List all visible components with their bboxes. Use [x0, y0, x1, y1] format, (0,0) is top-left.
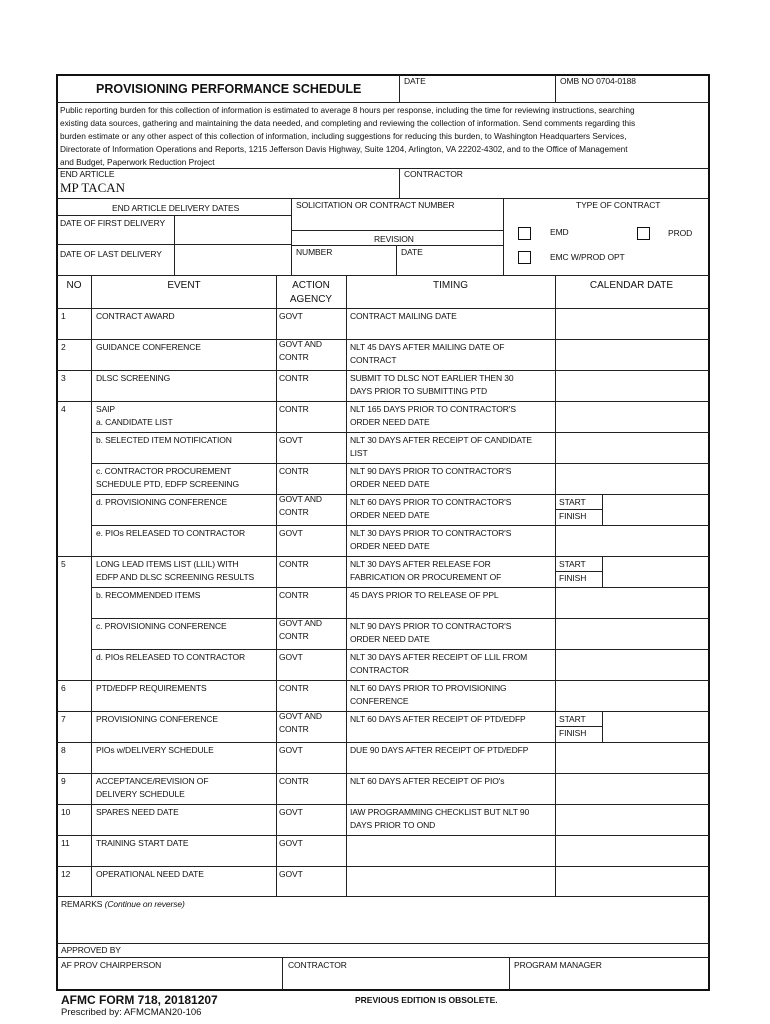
- prescribed-by: Prescribed by: AFMCMAN20-106: [61, 1007, 202, 1018]
- timing-text: CONFERENCE: [350, 696, 409, 706]
- timing-text: ORDER NEED DATE: [350, 417, 430, 427]
- action-agency-text: GOVT: [279, 807, 303, 817]
- omb-number: OMB NO 0704-0188: [560, 76, 636, 86]
- start-date-field[interactable]: [603, 495, 707, 509]
- calendar-date-field[interactable]: [556, 681, 707, 711]
- revision-number-label: NUMBER: [296, 247, 333, 257]
- approval-contractor-label: CONTRACTOR: [288, 960, 347, 970]
- remarks-field[interactable]: [58, 912, 707, 942]
- action-agency-text: GOVT: [279, 652, 303, 662]
- event-text: b. SELECTED ITEM NOTIFICATION: [96, 435, 232, 445]
- solicitation-label: SOLICITATION OR CONTRACT NUMBER: [296, 200, 455, 210]
- calendar-date-field[interactable]: [556, 371, 707, 401]
- form-border-right: [708, 74, 710, 991]
- emd-label: EMD: [550, 227, 569, 237]
- calendar-date-field[interactable]: [556, 774, 707, 804]
- contractor-label: CONTRACTOR: [404, 169, 463, 179]
- col-timing-header: TIMING: [433, 280, 468, 291]
- prod-label: PROD: [668, 228, 693, 238]
- divider: [57, 957, 709, 958]
- delivery-dates-heading: END ARTICLE DELIVERY DATES: [112, 203, 240, 213]
- divider: [57, 102, 709, 103]
- event-text: ACCEPTANCE/REVISION OF: [96, 776, 209, 786]
- last-delivery-label: DATE OF LAST DELIVERY: [60, 249, 162, 259]
- burden-line: and Budget, Paperwork Reduction Project: [60, 156, 215, 167]
- row-number: 11: [61, 838, 70, 848]
- action-agency-text: GOVT: [279, 869, 303, 879]
- divider: [57, 896, 709, 897]
- timing-text: IAW PROGRAMMING CHECKLIST BUT NLT 90: [350, 807, 530, 817]
- timing-text: DUE 90 DAYS AFTER RECEIPT OF PTD/EDFP: [350, 745, 529, 755]
- timing-text: ORDER NEED DATE: [350, 479, 430, 489]
- start-label: START: [559, 497, 586, 507]
- finish-label: FINISH: [559, 573, 587, 583]
- calendar-date-field[interactable]: [556, 650, 707, 680]
- chairperson-signature-field[interactable]: [58, 972, 281, 988]
- row-number: 4: [61, 404, 66, 414]
- event-text: e. PIOs RELEASED TO CONTRACTOR: [96, 528, 246, 538]
- timing-text: ORDER NEED DATE: [350, 541, 430, 551]
- event-text: CONTRACT AWARD: [96, 311, 175, 321]
- form-border-left: [56, 74, 58, 991]
- event-text: b. RECOMMENDED ITEMS: [96, 590, 201, 600]
- timing-text: DAYS PRIOR TO SUBMITTING PTD: [350, 386, 487, 396]
- action-agency-text: CONTR: [279, 404, 309, 414]
- divider: [57, 943, 709, 944]
- form-number: AFMC FORM 718, 20181207: [61, 993, 218, 1007]
- event-text: EDFP AND DLSC SCREENING RESULTS: [96, 572, 255, 582]
- row-number: 10: [61, 807, 71, 817]
- solicitation-field[interactable]: [292, 212, 503, 230]
- action-agency-text: GOVT AND: [279, 339, 322, 349]
- event-text: d. PROVISIONING CONFERENCE: [96, 497, 228, 507]
- start-label: START: [559, 714, 586, 724]
- start-date-field[interactable]: [603, 712, 707, 726]
- timing-text: NLT 45 DAYS AFTER MAILING DATE OF: [350, 342, 505, 352]
- timing-text: NLT 30 DAYS AFTER RECEIPT OF CANDIDATE: [350, 435, 532, 445]
- col-no-header: NO: [66, 280, 82, 291]
- emd-checkbox[interactable]: [518, 227, 531, 240]
- action-agency-text: CONTR: [279, 776, 309, 786]
- event-text: DELIVERY SCHEDULE: [96, 789, 185, 799]
- end-article-value[interactable]: MP TACAN: [60, 180, 126, 195]
- row-number: 6: [61, 683, 66, 693]
- burden-line: Public reporting burden for this collection of information is estimated to average 8 hours per response, including the time for reviewing instructions, searching: [60, 105, 635, 115]
- timing-text: NLT 165 DAYS PRIOR TO CONTRACTOR'S: [350, 404, 516, 414]
- event-text: TRAINING START DATE: [96, 838, 189, 848]
- calendar-date-field[interactable]: [556, 619, 707, 649]
- revision-date-label: DATE: [401, 247, 423, 257]
- timing-text: NLT 60 DAYS AFTER RECEIPT OF PTD/EDFP: [350, 714, 526, 724]
- action-agency-text: GOVT: [279, 435, 303, 445]
- action-agency-text: CONTR: [279, 373, 309, 383]
- divider: [292, 230, 504, 231]
- row-number: 5: [61, 559, 66, 569]
- timing-text: ORDER NEED DATE: [350, 634, 430, 644]
- timing-text: NLT 30 DAYS PRIOR TO CONTRACTOR'S: [350, 528, 512, 538]
- action-agency-text: CONTR: [279, 590, 309, 600]
- event-text: SAIP: [96, 404, 115, 414]
- burden-statement: [60, 104, 720, 169]
- timing-text: 45 DAYS PRIOR TO RELEASE OF PPL: [350, 590, 499, 600]
- header-date-field[interactable]: [400, 88, 554, 101]
- event-text: SCHEDULE PTD, EDFP SCREENING: [96, 479, 239, 489]
- event-text: SPARES NEED DATE: [96, 807, 179, 817]
- burden-line: Directorate of Information Operations and Reports, 1215 Jefferson Davis Highway, Suite 1204, Arlington, VA 22202-4302, and to the Office of Management: [60, 143, 628, 154]
- event-text: PTD/EDFP REQUIREMENTS: [96, 683, 207, 693]
- row-number: 8: [61, 745, 66, 755]
- action-agency-text: GOVT: [279, 745, 303, 755]
- af-prov-chairperson-label: AF PROV CHAIRPERSON: [61, 960, 162, 970]
- timing-text: NLT 60 DAYS PRIOR TO PROVISIONING: [350, 683, 507, 693]
- approved-by-label: APPROVED BY: [61, 945, 121, 955]
- date-label: DATE: [404, 76, 426, 86]
- timing-text: DAYS PRIOR TO OND: [350, 820, 436, 830]
- col-calendar-header: CALENDAR DATE: [589, 280, 674, 291]
- row-number: 9: [61, 776, 66, 786]
- action-agency-text: CONTR: [279, 683, 309, 693]
- timing-text: ORDER NEED DATE: [350, 510, 430, 520]
- calendar-date-field[interactable]: [556, 464, 707, 494]
- col-action-header: ACTION: [292, 280, 330, 291]
- program-manager-label: PROGRAM MANAGER: [514, 960, 602, 970]
- action-agency-text: CONTR: [279, 559, 309, 569]
- calendar-date-field[interactable]: [556, 433, 707, 463]
- divider: [503, 198, 504, 275]
- calendar-date-field[interactable]: [556, 588, 707, 618]
- event-text: PROVISIONING CONFERENCE: [96, 714, 218, 724]
- contract-type-label: TYPE OF CONTRACT: [576, 200, 661, 210]
- action-agency-text: GOVT AND: [279, 711, 322, 721]
- action-agency-text: CONTR: [279, 352, 309, 362]
- column-divider: [91, 275, 92, 896]
- calendar-date-field[interactable]: [556, 743, 707, 773]
- row-number: 2: [61, 342, 66, 352]
- calendar-date-field[interactable]: [556, 867, 707, 896]
- timing-text: NLT 90 DAYS PRIOR TO CONTRACTOR'S: [350, 466, 512, 476]
- event-text: c. PROVISIONING CONFERENCE: [96, 621, 227, 631]
- row-number: 1: [61, 311, 66, 321]
- timing-text: NLT 90 DAYS PRIOR TO CONTRACTOR'S: [350, 621, 512, 631]
- form-border-bottom: [56, 989, 710, 991]
- first-delivery-field[interactable]: [175, 216, 291, 244]
- prod-checkbox[interactable]: [637, 227, 650, 240]
- timing-text: CONTRACT MAILING DATE: [350, 311, 457, 321]
- timing-text: CONTRACTOR: [350, 665, 409, 675]
- timing-text: NLT 30 DAYS AFTER RECEIPT OF LLIL FROM: [350, 652, 528, 662]
- action-agency-text: GOVT AND: [279, 494, 322, 504]
- finish-date-field[interactable]: [603, 510, 707, 525]
- start-date-field[interactable]: [603, 557, 707, 571]
- program-manager-signature-field[interactable]: [511, 972, 707, 988]
- contractor-signature-field[interactable]: [284, 972, 508, 988]
- col-agency-header: AGENCY: [289, 294, 333, 305]
- calendar-date-field[interactable]: [556, 340, 707, 370]
- divider: [57, 168, 709, 169]
- emc-prod-opt-checkbox[interactable]: [518, 251, 531, 264]
- divider: [396, 245, 397, 275]
- remarks-title: REMARKS: [61, 899, 103, 909]
- timing-text: NLT 30 DAYS AFTER RELEASE FOR: [350, 559, 491, 569]
- action-agency-text: CONTR: [279, 631, 309, 641]
- event-text: a. CANDIDATE LIST: [96, 417, 173, 427]
- row-number: 3: [61, 373, 66, 383]
- event-text: c. CONTRACTOR PROCUREMENT: [96, 466, 232, 476]
- calendar-date-field[interactable]: [556, 526, 707, 556]
- event-text: d. PIOs RELEASED TO CONTRACTOR: [96, 652, 246, 662]
- calendar-date-field[interactable]: [556, 309, 707, 339]
- finish-date-field[interactable]: [603, 572, 707, 587]
- timing-text: FABRICATION OR PROCUREMENT OF: [350, 572, 502, 582]
- timing-text: LIST: [350, 448, 368, 458]
- last-delivery-field[interactable]: [175, 245, 291, 274]
- divider: [509, 957, 510, 990]
- col-event-header: EVENT: [167, 280, 201, 291]
- row-number: 12: [61, 869, 71, 879]
- divider: [291, 198, 292, 275]
- burden-line: burden estimate or any other aspect of this collection of information, including suggestions for reducing this burden, to Washington Headquarters Services,: [60, 130, 627, 141]
- action-agency-text: CONTR: [279, 507, 309, 517]
- event-text: LONG LEAD ITEMS LIST (LLIL) WITH: [96, 559, 239, 569]
- timing-text: SUBMIT TO DLSC NOT EARLIER THEN 30: [350, 373, 514, 383]
- event-text: OPERATIONAL NEED DATE: [96, 869, 204, 879]
- burden-line: existing data sources, gathering and maintaining the data needed, and completing and reviewing the collection of information. Send comments regarding this: [60, 117, 636, 128]
- event-text: GUIDANCE CONFERENCE: [96, 342, 201, 352]
- action-agency-text: CONTR: [279, 466, 309, 476]
- divider: [282, 957, 283, 990]
- finish-label: FINISH: [559, 728, 587, 738]
- action-agency-text: GOVT: [279, 528, 303, 538]
- divider: [555, 75, 556, 102]
- start-label: START: [559, 559, 586, 569]
- remarks-label: [61, 898, 185, 911]
- action-agency-text: GOVT: [279, 311, 303, 321]
- row-number: 7: [61, 714, 66, 724]
- column-divider: [276, 275, 277, 896]
- action-agency-text: CONTR: [279, 724, 309, 734]
- timing-text: CONTRACT: [350, 355, 397, 365]
- form-title: PROVISIONING PERFORMANCE SCHEDULE: [96, 82, 362, 96]
- action-agency-text: GOVT AND: [279, 618, 322, 628]
- action-agency-text: GOVT: [279, 838, 303, 848]
- revision-label: REVISION: [374, 234, 414, 244]
- timing-text: NLT 60 DAYS AFTER RECEIPT OF PIO's: [350, 776, 505, 786]
- event-text: DLSC SCREENING: [96, 373, 171, 383]
- timing-text: NLT 60 DAYS PRIOR TO CONTRACTOR'S: [350, 497, 512, 507]
- obsolete-notice: PREVIOUS EDITION IS OBSOLETE.: [355, 995, 498, 1005]
- emc-prod-opt-label: EMC W/PROD OPT: [550, 252, 625, 262]
- divider: [57, 275, 709, 276]
- finish-label: FINISH: [559, 511, 587, 521]
- end-article-label: END ARTICLE: [60, 169, 115, 179]
- calendar-date-field[interactable]: [556, 402, 707, 432]
- calendar-date-field[interactable]: [556, 805, 707, 835]
- first-delivery-label: DATE OF FIRST DELIVERY: [60, 218, 166, 228]
- calendar-date-field[interactable]: [556, 836, 707, 866]
- remarks-note: (Continue on reverse): [104, 899, 185, 909]
- contractor-field[interactable]: [400, 181, 707, 197]
- event-text: PIOs w/DELIVERY SCHEDULE: [96, 745, 214, 755]
- finish-date-field[interactable]: [603, 727, 707, 742]
- column-divider: [346, 275, 347, 896]
